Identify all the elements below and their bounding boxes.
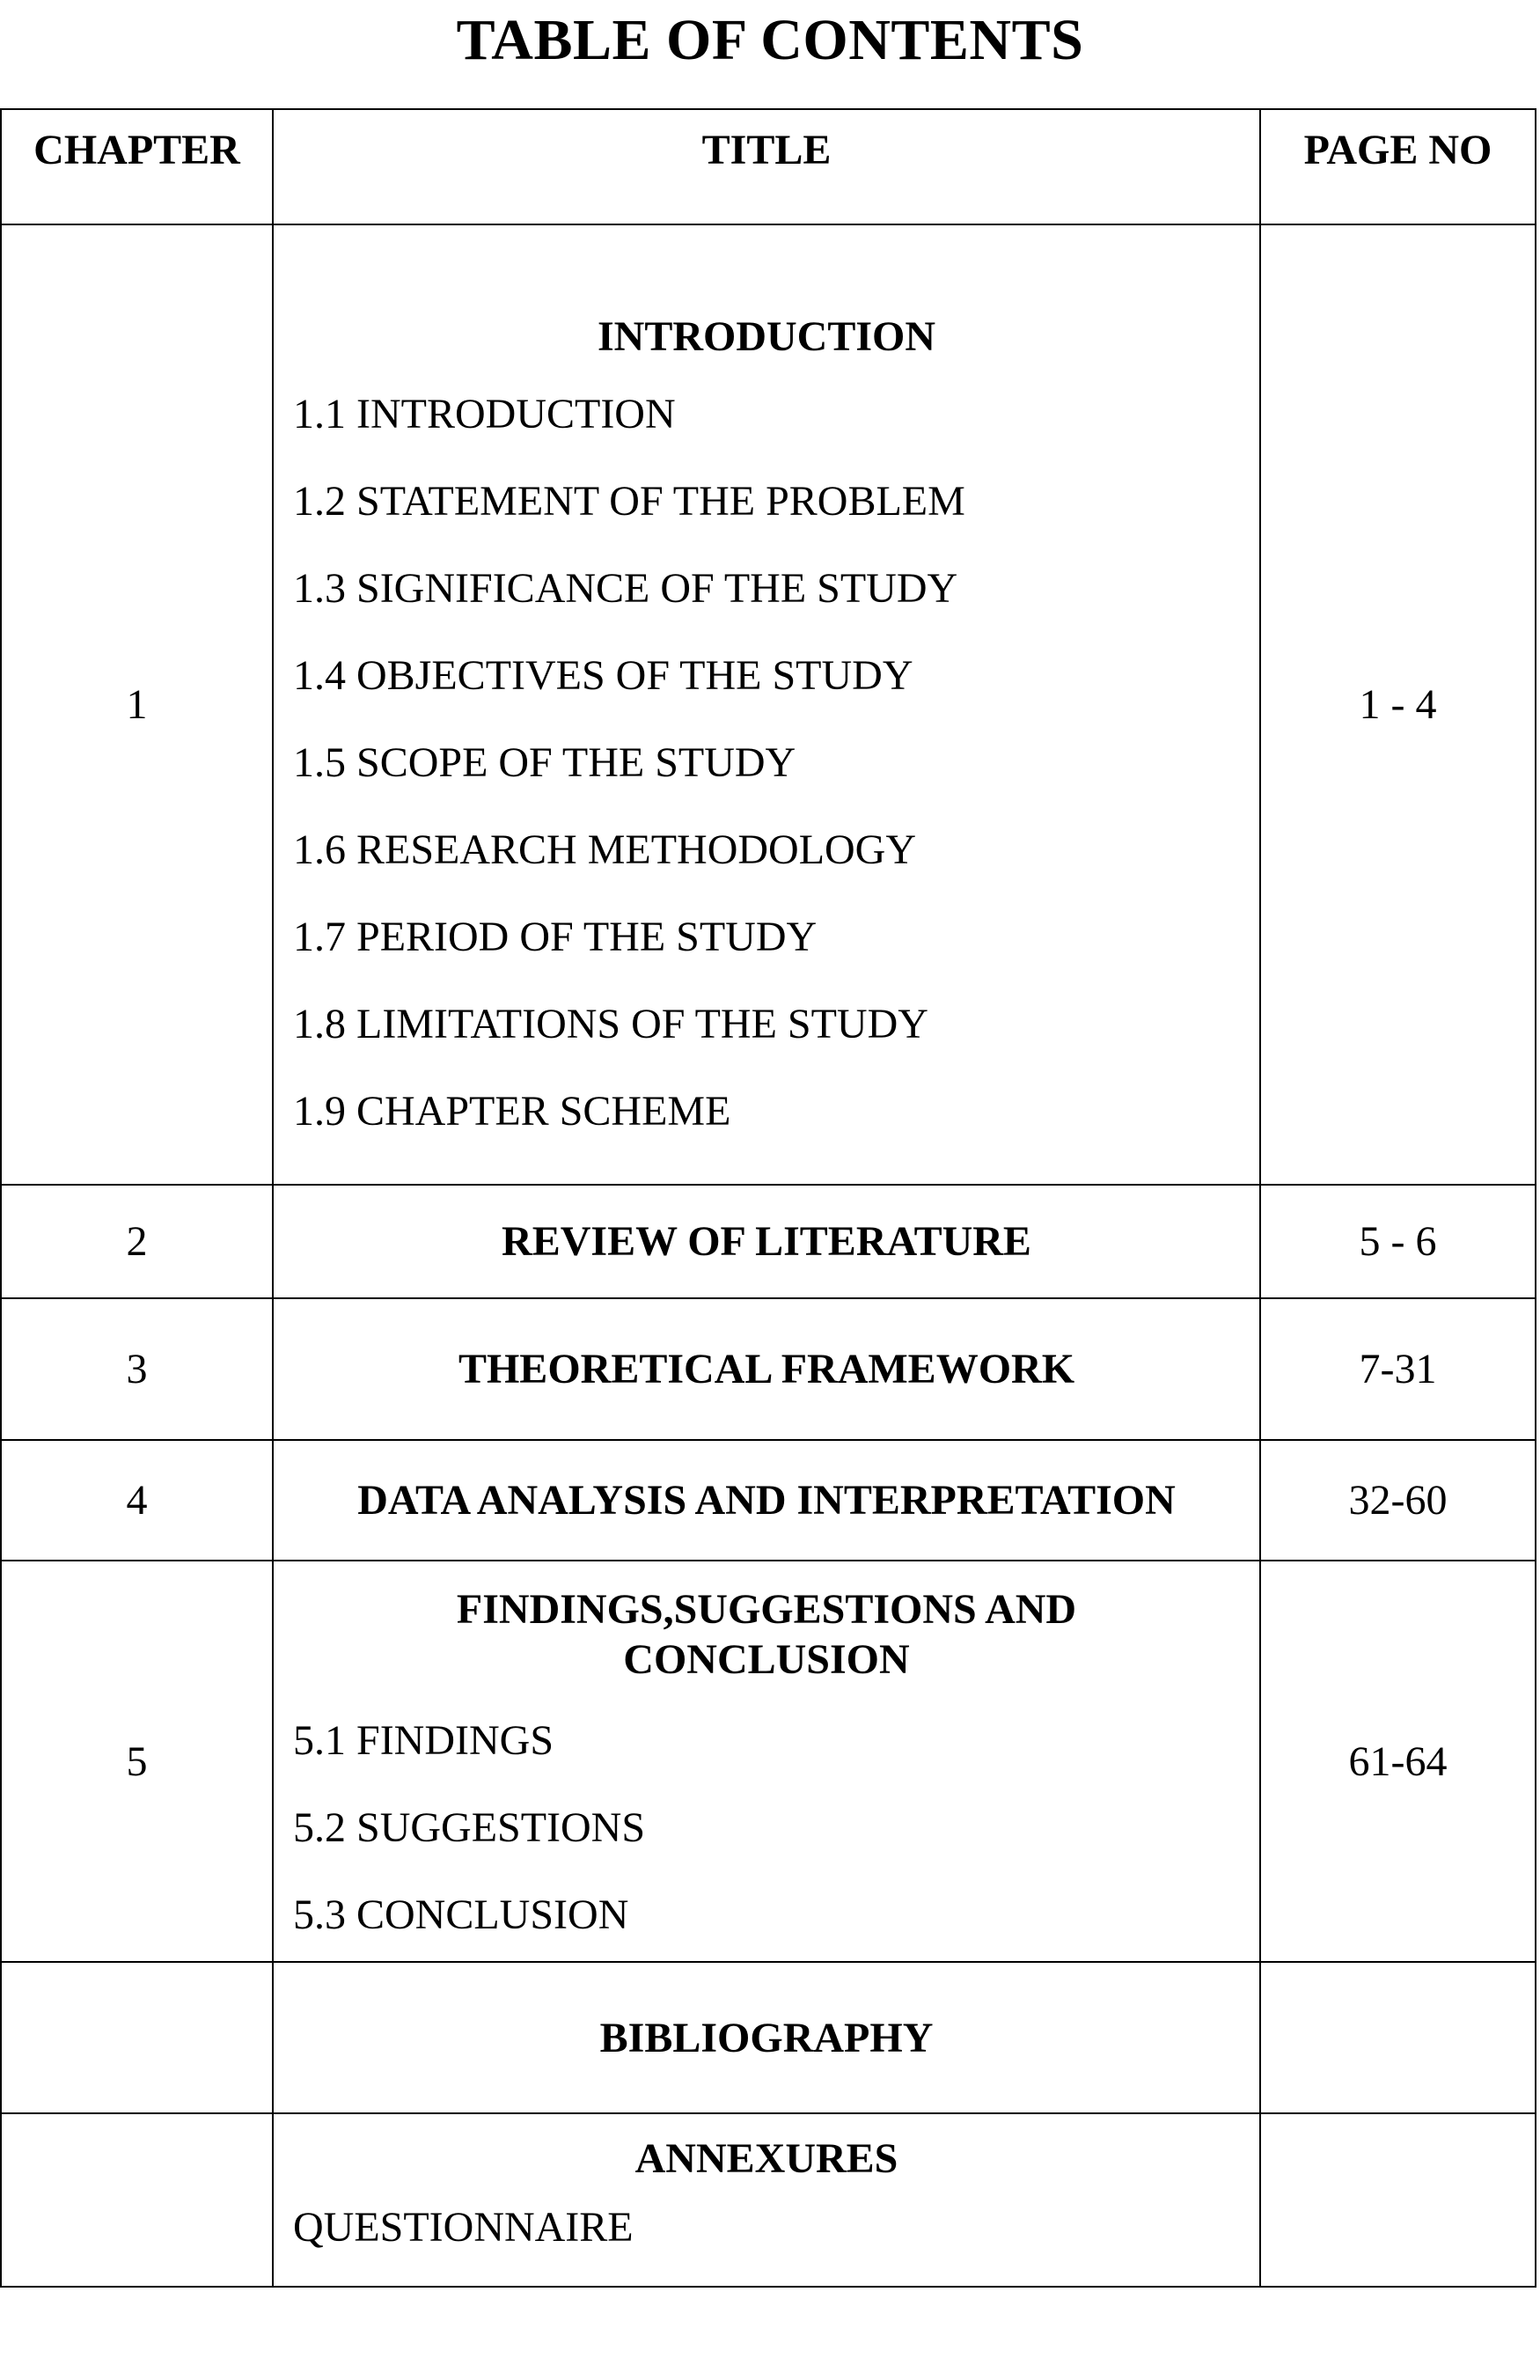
table-row	[1, 224, 1536, 1185]
chapter-title-cell	[273, 224, 1260, 1185]
section-item: 5.2 SUGGESTIONS	[293, 1804, 646, 1851]
chapter-title-cell	[273, 1298, 1260, 1440]
page-range: 1 - 4	[1260, 224, 1536, 1185]
chapter-number: 2	[1, 1185, 273, 1298]
chapter-number: 1	[1, 224, 273, 1185]
table-row	[1, 1561, 1536, 1962]
section-list	[274, 371, 1259, 1155]
chapter-heading: REVIEW OF LITERATURE	[502, 1218, 1031, 1265]
page-range: 61-64	[1260, 1561, 1536, 1962]
chapter-title-cell	[273, 1561, 1260, 1962]
section-item: 1.4 OBJECTIVES OF THE STUDY	[293, 652, 913, 699]
chapter-number: 5	[1, 1561, 273, 1962]
table-header-row	[1, 109, 1536, 224]
column-header-page: PAGE NO	[1260, 109, 1536, 224]
toc-table	[0, 108, 1536, 2288]
section-item: 5.1 FINDINGS	[293, 1717, 554, 1764]
section-item: QUESTIONNAIRE	[293, 2204, 634, 2251]
section-item: 1.7 PERIOD OF THE STUDY	[293, 914, 818, 960]
table-row	[1, 1298, 1536, 1440]
chapter-heading	[274, 1584, 1259, 1685]
table-row	[1, 1962, 1536, 2113]
column-header-title: TITLE	[273, 109, 1260, 224]
section-item: 1.2 STATEMENT OF THE PROBLEM	[293, 478, 965, 525]
page-range: 5 - 6	[1260, 1185, 1536, 1298]
chapter-heading: THEORETICAL FRAMEWORK	[458, 1346, 1075, 1392]
section-item: 5.3 CONCLUSION	[293, 1892, 629, 1938]
chapter-heading: BIBLIOGRAPHY	[599, 2014, 934, 2061]
page-range: 7-31	[1260, 1298, 1536, 1440]
section-item: 1.8 LIMITATIONS OF THE STUDY	[293, 1001, 928, 1047]
section-item: 1.1 INTRODUCTION	[293, 391, 676, 437]
chapter-number: 3	[1, 1298, 273, 1440]
table-row	[1, 1185, 1536, 1298]
table-row	[1, 2113, 1536, 2287]
chapter-title-cell	[273, 1440, 1260, 1561]
section-list	[274, 2184, 1259, 2271]
chapter-number	[1, 2113, 273, 2287]
page-title: TABLE OF CONTENTS	[456, 8, 1084, 72]
page-range: 32-60	[1260, 1440, 1536, 1561]
column-header-chapter: CHAPTER	[1, 109, 273, 224]
chapter-heading-line: CONCLUSION	[623, 1636, 910, 1683]
page-range	[1260, 1962, 1536, 2113]
chapter-title-cell	[273, 2113, 1260, 2287]
page-range	[1260, 2113, 1536, 2287]
section-item: 1.6 RESEARCH METHODOLOGY	[293, 826, 916, 873]
table-row	[1, 1440, 1536, 1561]
chapter-number	[1, 1962, 273, 2113]
chapter-heading: DATA ANALYSIS AND INTERPRETATION	[357, 1477, 1176, 1524]
chapter-title-cell	[273, 1185, 1260, 1298]
section-item: 1.3 SIGNIFICANCE OF THE STUDY	[293, 565, 958, 612]
chapter-title-cell	[273, 1962, 1260, 2113]
section-item: 1.5 SCOPE OF THE STUDY	[293, 739, 796, 786]
chapter-heading-line: FINDINGS,SUGGESTIONS AND	[456, 1586, 1077, 1633]
chapter-number: 4	[1, 1440, 273, 1561]
chapter-heading: INTRODUCTION	[597, 313, 936, 360]
chapter-heading: ANNEXURES	[634, 2135, 898, 2182]
section-list	[274, 1697, 1259, 1958]
section-item: 1.9 CHAPTER SCHEME	[293, 1088, 731, 1135]
